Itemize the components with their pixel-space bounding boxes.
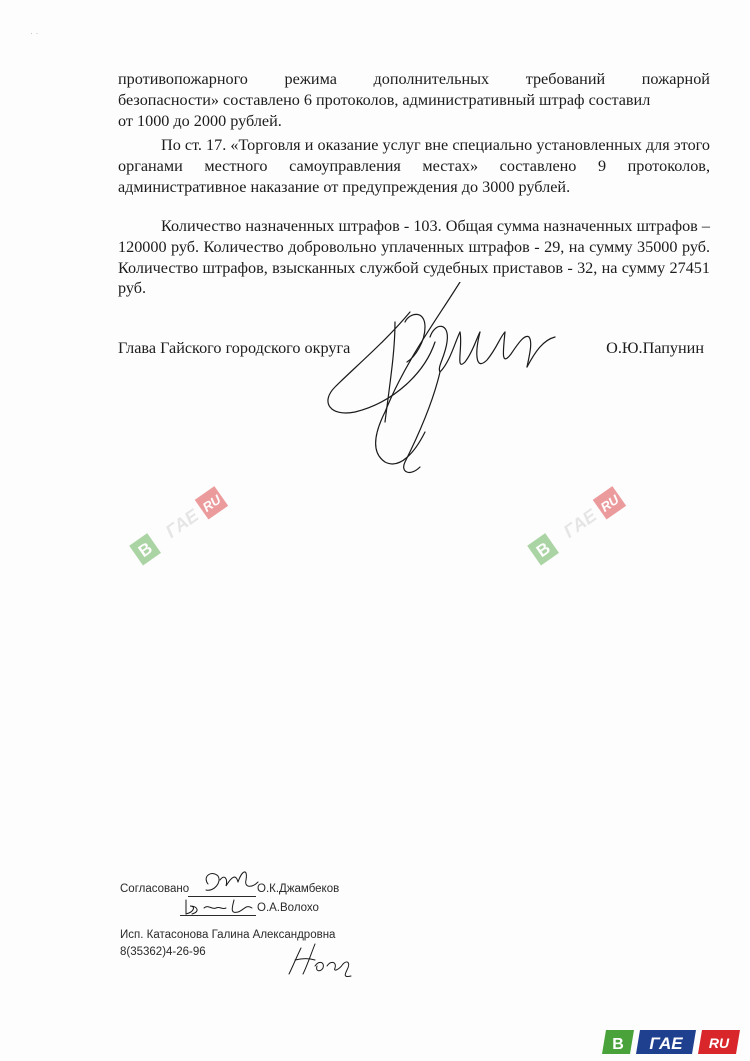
executor-phone: 8(35362)4-26-96	[120, 946, 206, 958]
word: дополнительных	[373, 70, 490, 88]
watermark-suffix: RU	[199, 491, 224, 515]
word: режима	[284, 70, 337, 88]
approval-signature-icon	[182, 896, 258, 918]
watermark-letter: В	[134, 538, 156, 562]
word: противопожарного	[118, 70, 248, 88]
paragraph-fire-safety	[118, 69, 710, 131]
paragraph-text: Количество назначенных штрафов - 103. Общая сумма назначенных штрафов – 120000 руб. Количество добровольно уплаченных штрафов - 29, на сумму 35000 руб. Количество штрафов, взысканных службой судебных приставов - 32, на сумму 27451 руб.	[118, 217, 710, 298]
signatory-title: Глава Гайского городского округа	[118, 339, 351, 357]
signatory-name: О.Ю.Папунин	[606, 339, 704, 357]
executor-line: Исп. Катасонова Галина Александровна	[120, 929, 336, 941]
scan-speck: · ·	[30, 28, 39, 38]
paragraph-line: от 1000 до 2000 рублей.	[118, 111, 282, 130]
approval-label: Согласовано	[120, 883, 190, 895]
watermark-logo	[124, 470, 234, 585]
executor-signature-icon	[285, 942, 357, 980]
paragraph-line: безопасности» составлено 6 протоколов, административный штраф составил	[118, 90, 651, 109]
logo-suffix: RU	[708, 1035, 730, 1051]
paragraph-text: По ст. 17. «Торговля и оказание услуг вне специально установленных для этого органами местного самоуправления местах» составлено 9 протоколов, административное наказание от предупреждения до 3000 рублей.	[118, 136, 710, 196]
handwritten-signature-icon	[315, 282, 575, 482]
logo-letter: В	[612, 1036, 624, 1053]
word: пожарной	[641, 70, 710, 88]
approver-2-name: О.А.Волохо	[257, 902, 319, 914]
site-logo	[600, 1028, 742, 1056]
watermark-word: ГАЕ	[161, 505, 203, 542]
logo-word: ГАЕ	[649, 1034, 683, 1053]
watermark-word: ГАЕ	[559, 505, 601, 542]
paragraph-line	[118, 69, 710, 90]
word: требований	[525, 70, 606, 88]
approval-signature-icon	[198, 866, 262, 900]
watermark-suffix: RU	[597, 491, 622, 515]
watermark-letter: В	[532, 538, 554, 562]
approver-1-name: О.К.Джамбеков	[257, 883, 340, 895]
paragraph-trade	[118, 135, 710, 197]
watermark-logo	[522, 470, 632, 585]
